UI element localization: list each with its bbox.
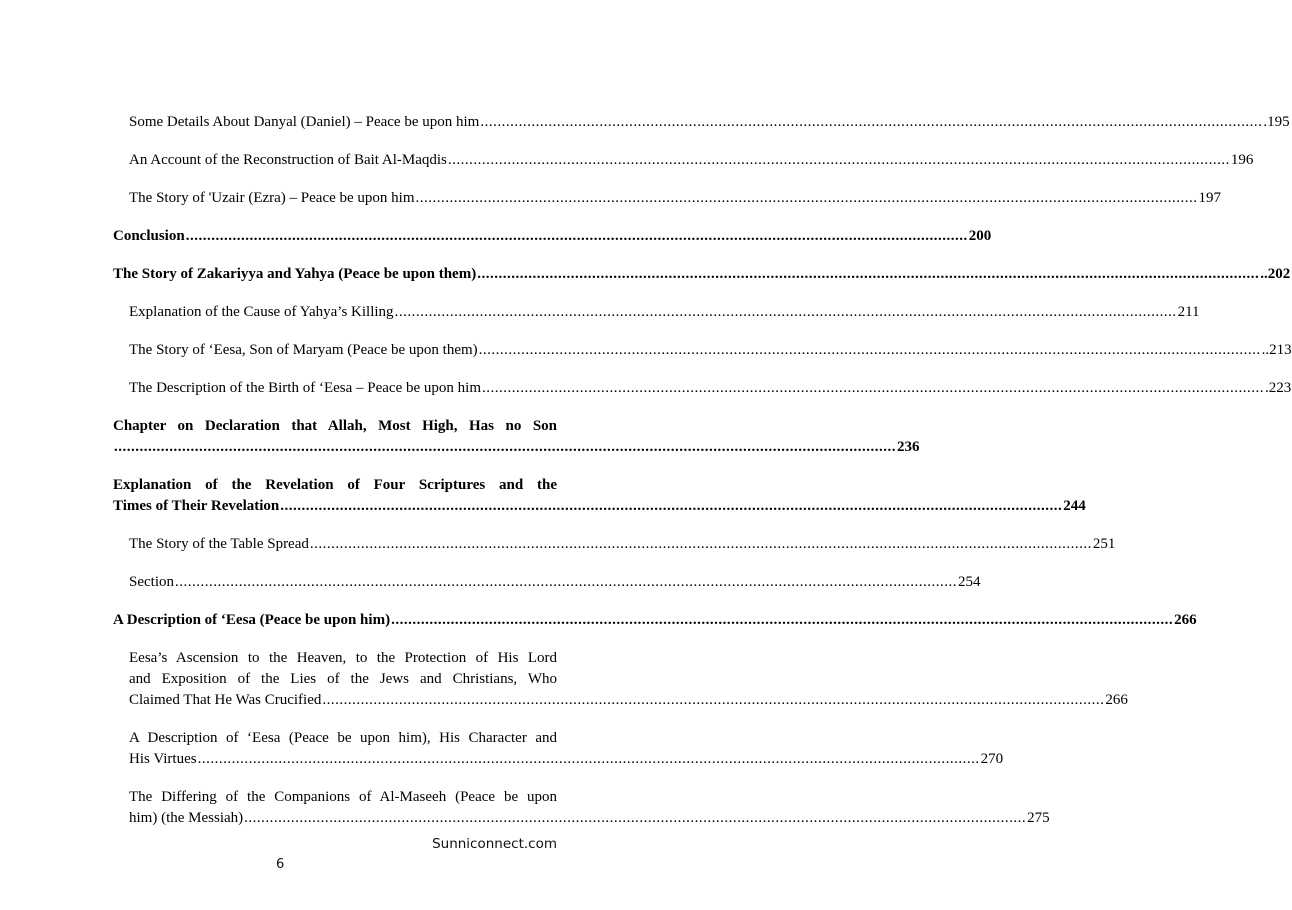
toc-entry-page: 196 <box>1230 152 1254 168</box>
page-number: 6 <box>276 857 285 872</box>
toc-leader-dots <box>481 378 1265 399</box>
toc-entry-title: Explanation of the Cause of Yahya’s Killing <box>129 304 394 320</box>
toc-entry-title: Some Details About Danyal (Daniel) – Peace be upon him <box>129 114 480 130</box>
toc-entry[interactable] <box>113 572 981 593</box>
toc-leader-dots <box>394 302 1178 323</box>
toc-leader-dots <box>197 749 981 770</box>
toc-entry-title: Eesa’s Ascension to the Heaven, to the Protection of His Lord <box>129 650 557 666</box>
toc-leader-dots <box>243 808 1027 829</box>
toc-entry-title: The Story of 'Uzair (Ezra) – Peace be upon him <box>129 190 415 206</box>
toc-entry-title-cont: him) (the Messiah) <box>129 810 244 826</box>
toc-entry-title: The Description of the Birth of ‘Eesa – Peace be upon him <box>129 380 481 396</box>
toc-entry-page: 266 <box>1174 612 1197 628</box>
toc-leader-dots <box>279 496 1063 517</box>
toc-leader-dots <box>390 610 1174 631</box>
toc-entry-title: The Story of ‘Eesa, Son of Maryam (Peace be upon them) <box>129 342 478 358</box>
toc-entry-page: 251 <box>1092 536 1116 552</box>
toc-entry-title: The Story of Zakariyya and Yahya (Peace be upon them) <box>113 266 477 282</box>
toc-entry[interactable] <box>113 264 1291 285</box>
toc-entry[interactable] <box>113 378 1292 399</box>
toc-entry-page: 254 <box>958 574 981 590</box>
footer-site-name: Sunniconnect.com <box>432 836 557 852</box>
toc-leader-dots <box>185 226 969 247</box>
toc-entry-page: ..213 <box>1261 342 1292 358</box>
toc-entry-page: .223 <box>1264 380 1292 396</box>
toc-entry[interactable] <box>113 534 1116 555</box>
toc-leader-dots <box>321 690 1105 711</box>
toc-entry[interactable] <box>113 648 1128 711</box>
toc-entry-page: 270 <box>980 751 1004 767</box>
toc-leader-dots <box>415 188 1199 209</box>
toc-entry-title-cont: and Exposition of the Lies of the Jews and Christians, Who <box>129 671 557 687</box>
toc-entry[interactable] <box>113 787 1050 829</box>
toc-leader-dots <box>476 264 1260 285</box>
toc-entry-page: .195 <box>1263 114 1290 130</box>
toc-entry[interactable] <box>113 302 1200 323</box>
toc-entry-title-cont: His Virtues <box>129 751 197 767</box>
toc-entry-page: 266 <box>1105 692 1128 708</box>
toc-entry-title: Chapter on Declaration that Allah, Most High, Has no Son <box>113 418 557 434</box>
toc-leader-dots <box>479 112 1263 133</box>
toc-entry-title: A Description of ‘Eesa (Peace be upon him) <box>113 612 391 628</box>
table-of-contents <box>113 112 1292 846</box>
toc-entry-page: 236 <box>897 439 920 455</box>
toc-entry[interactable] <box>113 150 1254 171</box>
toc-leader-dots <box>309 534 1093 555</box>
toc-leader-dots <box>113 437 897 458</box>
toc-entry-title: The Story of the Table Spread <box>129 536 309 552</box>
toc-entry-title-cont: Claimed That He Was Crucified <box>129 692 322 708</box>
toc-entry[interactable] <box>113 728 1004 770</box>
toc-entry-title: Section <box>129 574 174 590</box>
toc-entry-title-cont: Times of Their Revelation <box>113 498 280 514</box>
toc-leader-dots <box>174 572 958 593</box>
toc-entry[interactable] <box>113 475 1086 517</box>
toc-entry[interactable] <box>113 112 1290 133</box>
toc-entry[interactable] <box>113 416 920 458</box>
toc-leader-dots <box>447 150 1231 171</box>
toc-entry-page: 197 <box>1198 190 1222 206</box>
toc-entry-title: The Differing of the Companions of Al-Maseeh (Peace be upon <box>129 789 557 805</box>
toc-entry-page: 200 <box>968 228 992 244</box>
toc-entry-title: Explanation of the Revelation of Four Scriptures and the <box>113 477 557 493</box>
toc-leader-dots <box>478 340 1262 361</box>
toc-entry-title: A Description of ‘Eesa (Peace be upon him), His Character and <box>129 730 557 746</box>
toc-entry-page: 244 <box>1063 498 1086 514</box>
toc-entry-title: An Account of the Reconstruction of Bait Al-Maqdis <box>129 152 447 168</box>
toc-entry-page: 211 <box>1177 304 1200 320</box>
toc-entry[interactable] <box>113 610 1197 631</box>
toc-entry-page: ..202 <box>1260 266 1291 282</box>
toc-entry[interactable] <box>113 188 1222 209</box>
toc-entry-title: Conclusion <box>113 228 185 244</box>
toc-entry-page: 275 <box>1027 810 1050 826</box>
toc-entry[interactable] <box>113 340 1292 361</box>
toc-entry[interactable] <box>113 226 992 247</box>
